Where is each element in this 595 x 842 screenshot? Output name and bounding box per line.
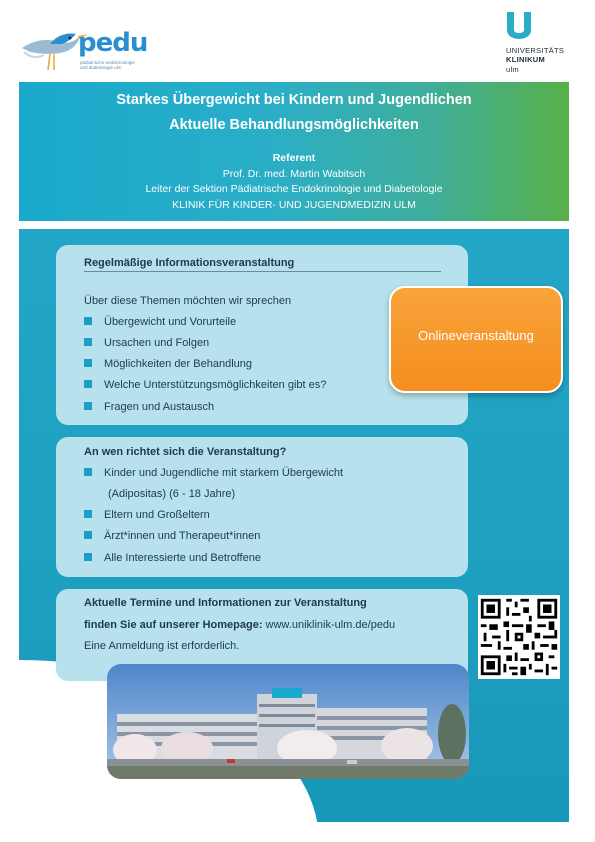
qr-code[interactable] — [478, 595, 560, 679]
topic-item: Übergewicht und Vorurteile — [84, 316, 236, 328]
referent-clinic: KLINIK FÜR KINDER- UND JUGENDMEDIZIN ULM — [172, 199, 416, 211]
pedu-logo — [20, 14, 148, 76]
ukl-line-3: ulm — [506, 65, 519, 74]
ukl-line-2: KLINIKUM — [506, 55, 546, 64]
qr-code-icon — [478, 595, 560, 679]
bullet-icon — [84, 380, 92, 388]
u-logo-icon — [505, 12, 533, 42]
audience-heading: An wen richtet sich die Veranstaltung? — [84, 446, 287, 458]
referent-name: Prof. Dr. med. Martin Wabitsch — [222, 168, 366, 180]
topic-item: Möglichkeiten der Behandlung — [84, 358, 252, 370]
bullet-icon — [84, 402, 92, 410]
online-event-badge — [389, 286, 563, 393]
topic-item: Ursachen und Folgen — [84, 337, 209, 349]
title-banner — [19, 82, 569, 221]
hospital-building-photo — [107, 664, 469, 779]
ukl-line-1: UNIVERSITÄTS — [506, 46, 565, 55]
audience-item: Kinder und Jugendliche mit starkem Übergewicht — [84, 467, 343, 479]
audience-box — [56, 437, 468, 577]
topics-subheading: Über diese Themen möchten wir sprechen — [84, 295, 292, 307]
page-title-line-2: Aktuelle Behandlungsmöglichkeiten — [169, 117, 419, 133]
topics-heading: Regelmäßige Informationsveranstaltung — [84, 257, 441, 272]
referent-role: Leiter der Sektion Pädiatrische Endokrinologie und Diabetologie — [145, 183, 443, 195]
bullet-icon — [84, 553, 92, 561]
referent-label: Referent — [272, 152, 316, 164]
pedu-wordmark: pedu — [78, 28, 148, 58]
topic-item: Fragen und Austausch — [84, 401, 214, 413]
audience-item: Ärzt*innen und Therapeut*innen — [84, 530, 260, 542]
topic-item: Welche Unterstützungsmöglichkeiten gibt es? — [84, 379, 326, 391]
info-line-1: Aktuelle Termine und Informationen zur Veranstaltung — [84, 597, 367, 609]
bullet-icon — [84, 531, 92, 539]
audience-item-continuation: (Adipositas) (6 - 18 Jahre) — [108, 488, 236, 500]
pedu-tagline: pädiatrische endokrinologie und diabetologie ulm — [80, 60, 135, 70]
uniklinikum-logo — [503, 10, 573, 80]
hospital-building-image — [107, 664, 469, 779]
audience-item: Alle Interessierte und Betroffene — [84, 552, 261, 564]
homepage-link[interactable]: www.uniklinik-ulm.de/pedu — [265, 619, 396, 631]
bullet-icon — [84, 338, 92, 346]
bullet-icon — [84, 359, 92, 367]
bullet-icon — [84, 468, 92, 476]
info-line-2: finden Sie auf unserer Homepage: www.uniklinik-ulm.de/pedu — [84, 619, 396, 631]
page-title-line-1: Starkes Übergewicht bei Kindern und Jugendlichen — [116, 92, 472, 108]
bullet-icon — [84, 317, 92, 325]
online-event-label: Onlineveranstaltung — [418, 328, 534, 343]
bullet-icon — [84, 510, 92, 518]
info-line-3: Eine Anmeldung ist erforderlich. — [84, 640, 240, 652]
audience-item: Eltern und Großeltern — [84, 509, 210, 521]
